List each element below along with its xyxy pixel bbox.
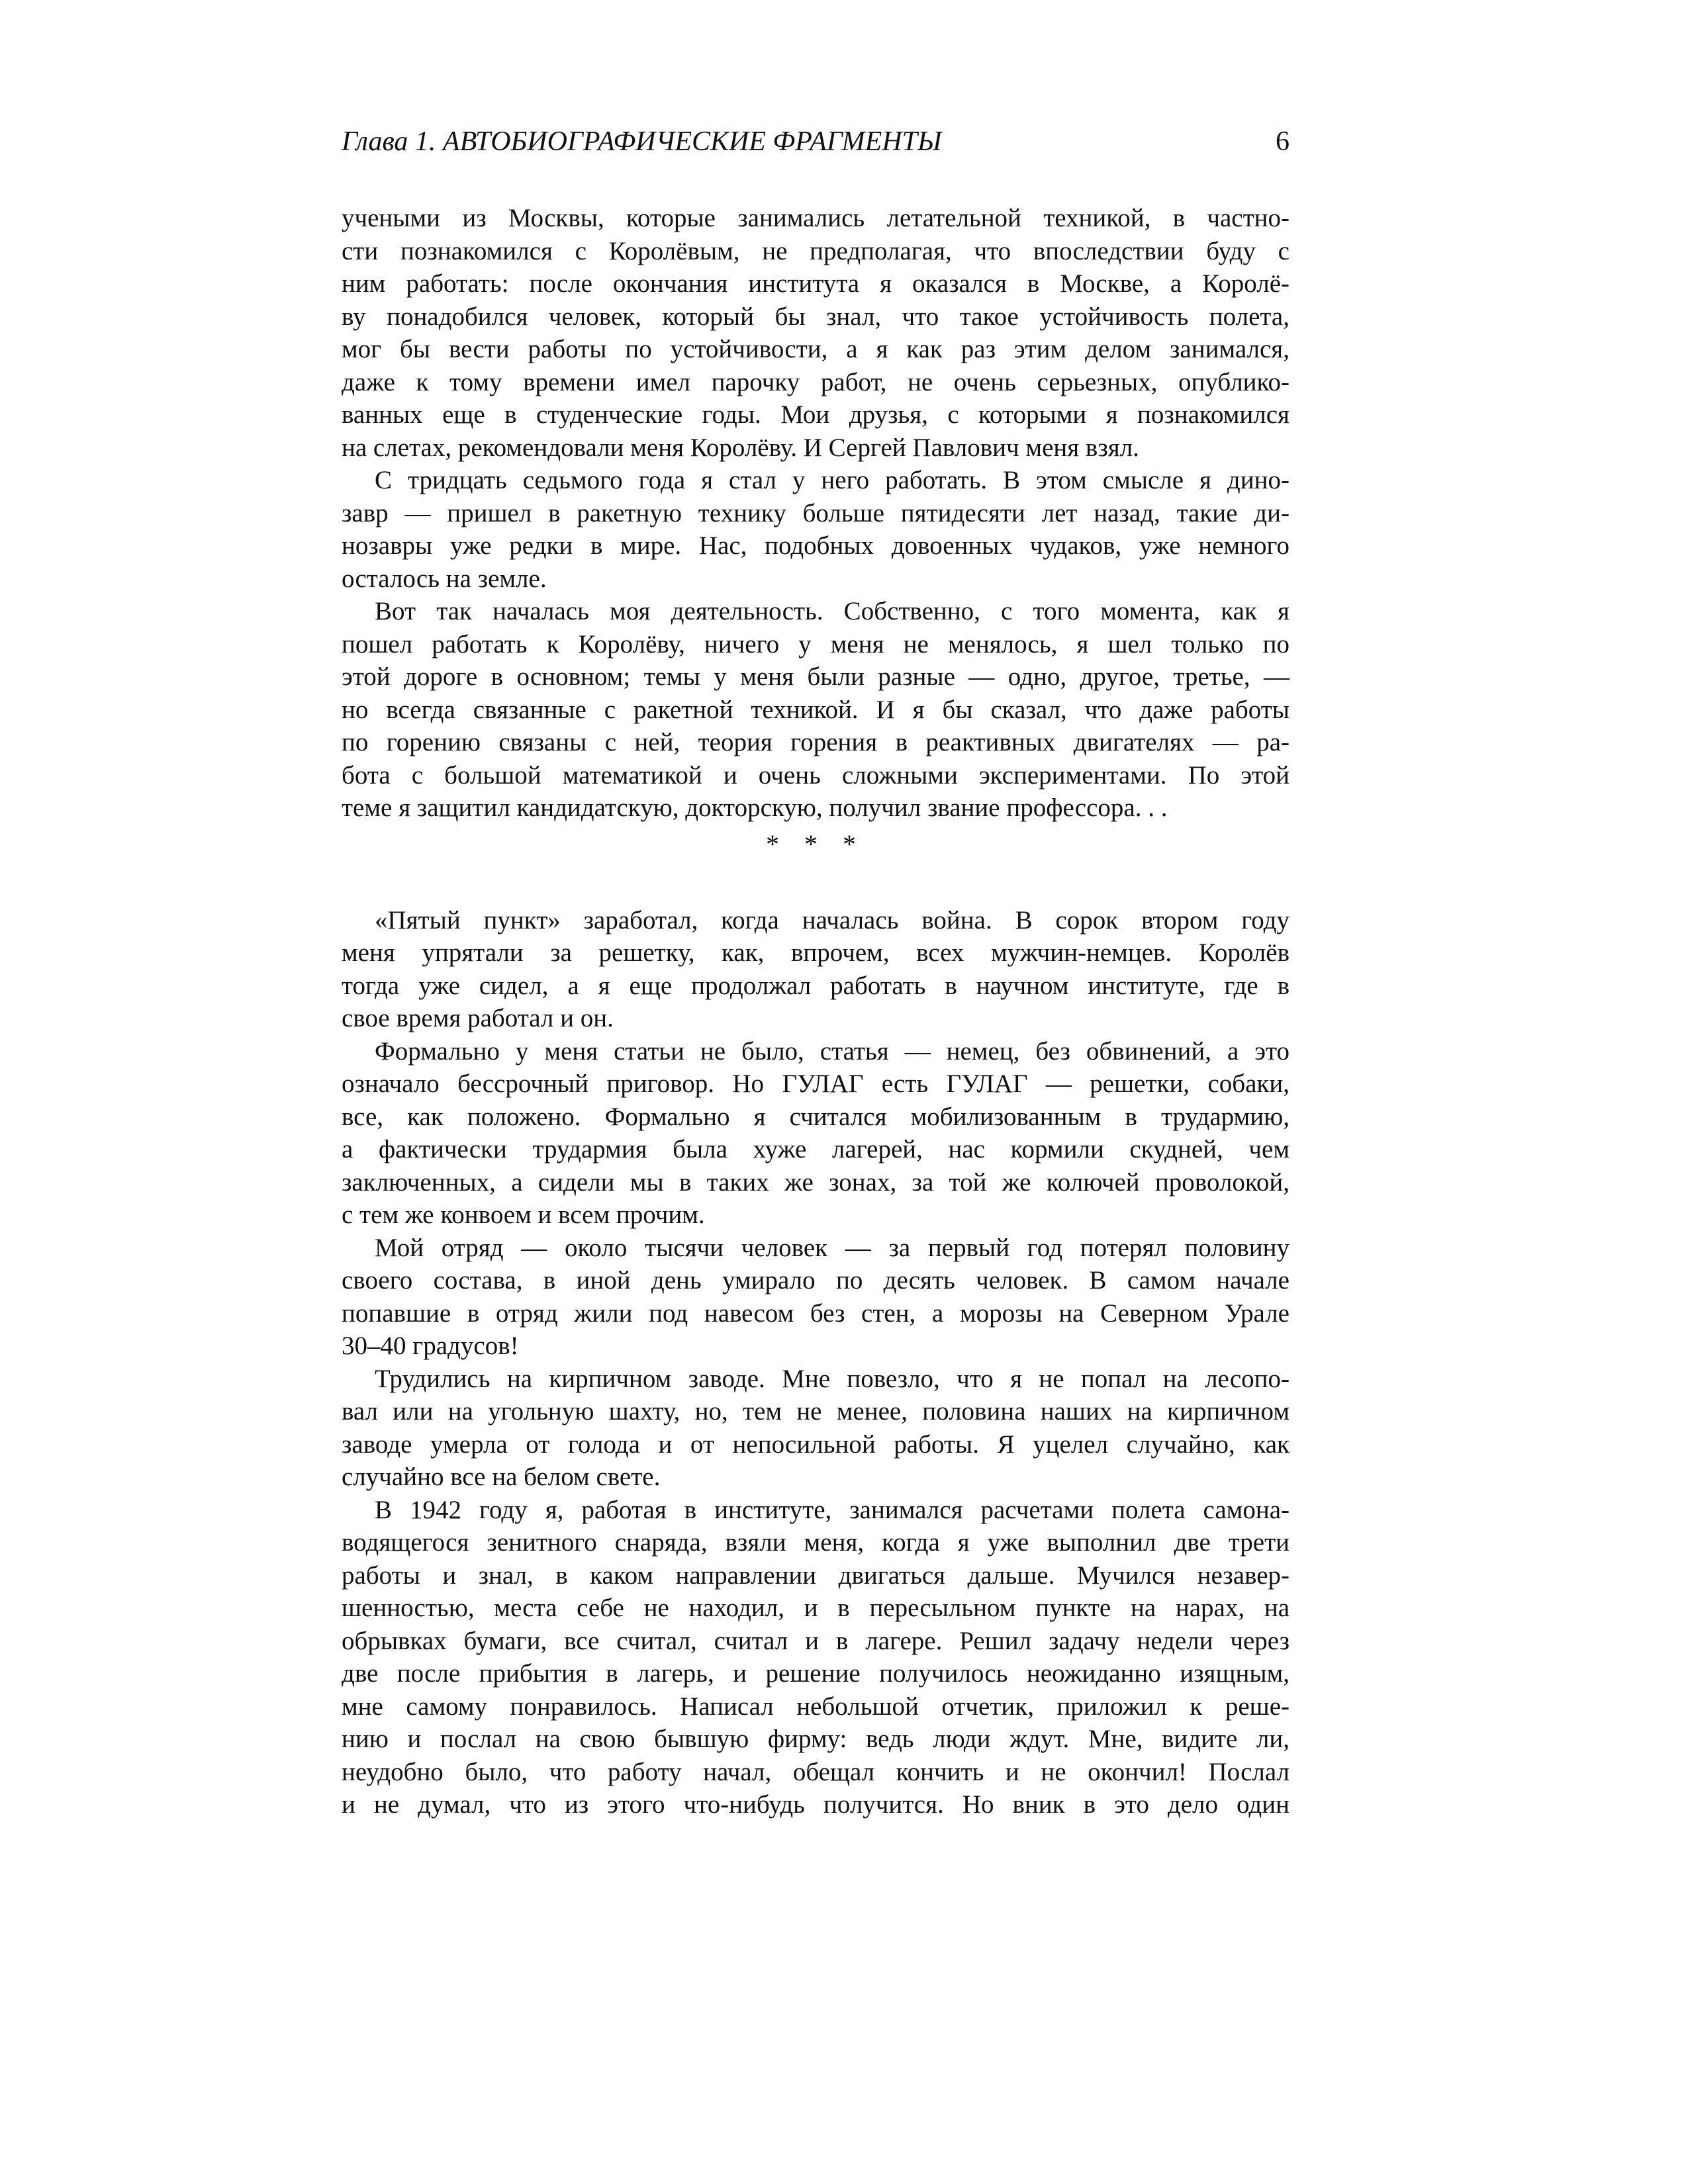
text-line: означало бессрочный приговор. Но ГУЛАГ есть ГУЛАГ — решетки, собаки, bbox=[342, 1069, 1289, 1098]
text-line: Трудились на кирпичном заводе. Мне повезло, что я не попал на лесопо- bbox=[375, 1364, 1289, 1393]
text-line: своего состава, в иной день умирало по десять человек. В самом начале bbox=[342, 1266, 1289, 1295]
text-line: и не думал, что из этого что-нибудь получится. Но вник в это дело один bbox=[342, 1790, 1289, 1819]
text-line: по горению связаны с ней, теория горения в реактивных двигателях — ра- bbox=[342, 728, 1289, 756]
paragraph bbox=[342, 595, 1289, 825]
paragraph bbox=[342, 1232, 1289, 1363]
text-line: учеными из Москвы, которые занимались летательной техникой, в частно- bbox=[342, 204, 1289, 232]
paragraph bbox=[342, 464, 1289, 595]
text-line: даже к тому времени имел парочку работ, не очень серьезных, опублико- bbox=[342, 367, 1289, 396]
text-line: все, как положено. Формально я считался мобилизованным в трудармию, bbox=[342, 1102, 1289, 1131]
text-line: а фактически трудармия была хуже лагерей, нас кормили скудней, чем bbox=[342, 1135, 1289, 1163]
text-line: теме я защитил кандидатскую, докторскую, получил звание профессора. . . bbox=[342, 794, 1168, 822]
text-line: с тем же конвоем и всем прочим. bbox=[342, 1201, 705, 1229]
paragraph bbox=[342, 1035, 1289, 1232]
text-line: вал или на угольную шахту, но, тем не менее, половина наших на кирпичном bbox=[342, 1397, 1289, 1426]
paragraph bbox=[342, 904, 1289, 1035]
text-line: Мой отряд — около тысячи человек — за первый год потерял половину bbox=[375, 1233, 1289, 1262]
text-line: «Пятый пункт» заработал, когда началась война. В сорок втором году bbox=[375, 905, 1289, 934]
text-line: осталось на земле. bbox=[342, 564, 547, 593]
text-line: свое время работал и он. bbox=[342, 1004, 614, 1032]
text-line: мог бы вести работы по устойчивости, а я как раз этим делом занимался, bbox=[342, 335, 1289, 363]
text-line: завр — пришел в ракетную технику больше пятидесяти лет назад, такие ди- bbox=[342, 498, 1289, 527]
text-line: ванных еще в студенческие годы. Мои друзья, с которыми я познакомился bbox=[342, 400, 1289, 429]
text-line: шенностью, места себе не находил, и в пересыльном пункте на нарах, на bbox=[342, 1594, 1289, 1622]
text-line: мне самому понравилось. Написал небольшой отчетик, приложил к реше- bbox=[342, 1692, 1289, 1721]
text-line: пошел работать к Королёву, ничего у меня не менялось, я шел только по bbox=[342, 629, 1289, 659]
text-line: на слетах, рекомендовали меня Королёву. И Сергей Павлович меня взял. bbox=[342, 433, 1139, 462]
text-line: работы и знал, в каком направлении двигаться дальше. Мучился незавер- bbox=[342, 1561, 1289, 1590]
text-line: Формально у меня статьи не было, статья — немец, без обвинений, а это bbox=[375, 1036, 1289, 1066]
text-line: тогда уже сидел, а я еще продолжал работать в научном институте, где в bbox=[342, 971, 1289, 1000]
text-line: ним работать: после окончания института я оказался в Москве, а Королё- bbox=[342, 269, 1289, 298]
text-line: попавшие в отряд жили под навесом без стен, а морозы на Северном Урале bbox=[342, 1298, 1289, 1328]
text-line: бота с большой математикой и очень сложными экспериментами. По этой bbox=[342, 760, 1289, 790]
text-line: нию и послал на свою бывшую фирму: ведь люди ждут. Мне, видите ли, bbox=[342, 1725, 1289, 1753]
text-line: нозавры уже редки в мире. Нас, подобных довоенных чудаков, уже немного bbox=[342, 531, 1289, 560]
text-line: С тридцать седьмого года я стал у него работать. В этом смысле я дино- bbox=[375, 466, 1289, 494]
text-line: неудобно было, что работу начал, обещал кончить и не окончил! Послал bbox=[342, 1757, 1289, 1786]
text-line: обрывках бумаги, все считал, считал и в лагере. Решил задачу недели через bbox=[342, 1626, 1289, 1655]
text-line: заключенных, а сидели мы в таких же зонах, за той же колючей проволокой, bbox=[342, 1167, 1289, 1197]
paragraph bbox=[342, 1363, 1289, 1494]
text-line: сти познакомился с Королёвым, не предполагая, что впоследствии буду с bbox=[342, 236, 1289, 265]
text-line: две после прибытия в лагерь, и решение получилось неожиданно изящным, bbox=[342, 1659, 1289, 1688]
chapter-title: Глава 1. АВТОБИОГРАФИЧЕСКИЕ ФРАГМЕНТЫ bbox=[342, 126, 942, 157]
text-line: водящегося зенитного снаряда, взяли меня, когда я уже выполнил две трети bbox=[342, 1528, 1289, 1557]
paragraph bbox=[342, 1494, 1289, 1821]
text-line: 30–40 градусов! bbox=[342, 1332, 519, 1360]
page-number: 6 bbox=[1276, 126, 1289, 157]
body-text bbox=[342, 202, 1289, 1821]
text-line: случайно все на белом свете. bbox=[342, 1463, 661, 1491]
text-line: заводе умерла от голода и от непосильной работы. Я уцелел случайно, как bbox=[342, 1430, 1289, 1459]
text-line: Вот так началась моя деятельность. Собственно, с того момента, как я bbox=[375, 597, 1289, 625]
text-line: меня упрятали за решетку, как, впрочем, всех мужчин-немцев. Королёв bbox=[342, 938, 1289, 967]
section-separator: * * * bbox=[766, 829, 865, 859]
text-line: этой дороге в основном; темы у меня были разные — одно, другое, третье, — bbox=[342, 662, 1289, 691]
text-line: В 1942 году я, работая в институте, занимался расчетами полета самона- bbox=[375, 1495, 1289, 1524]
text-line: но всегда связанные с ракетной техникой. И я бы сказал, что даже работы bbox=[342, 695, 1289, 724]
text-line: ву понадобился человек, который бы знал, что такое устойчивость полета, bbox=[342, 302, 1289, 331]
running-header bbox=[342, 126, 1289, 165]
paragraph bbox=[342, 202, 1289, 464]
